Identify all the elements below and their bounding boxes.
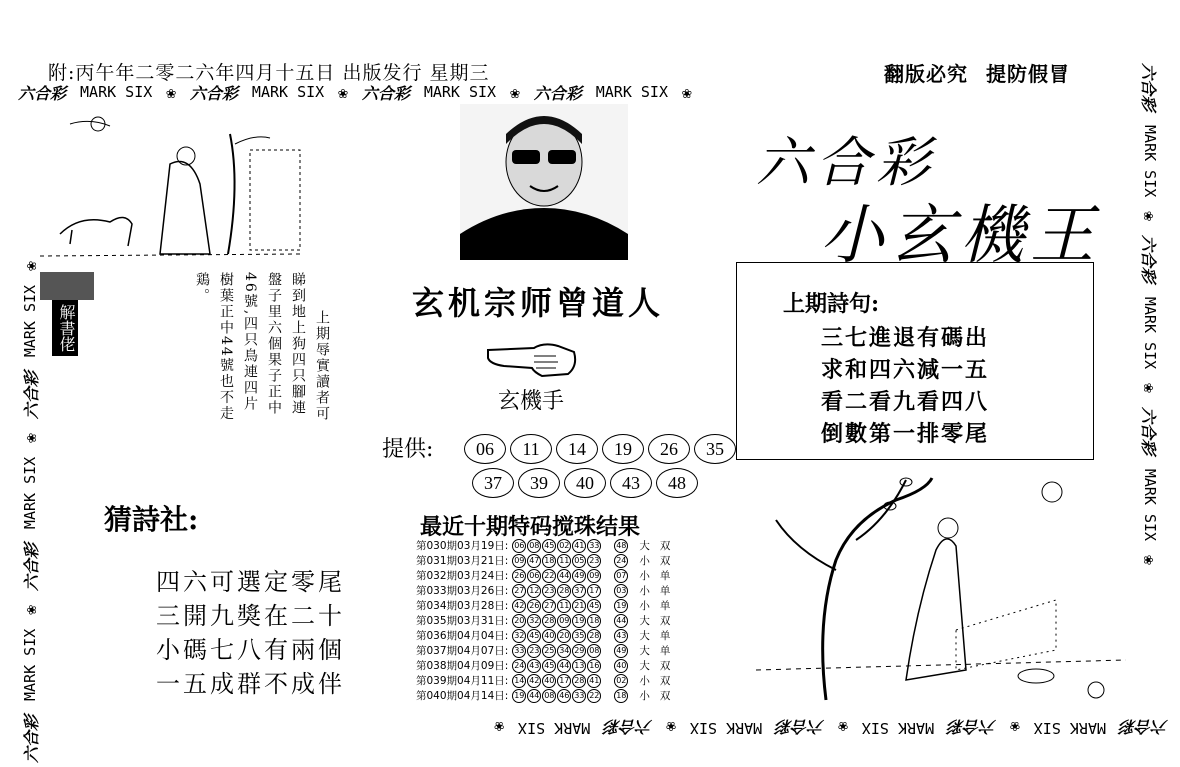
- provide-row-1: [464, 434, 736, 464]
- strip-logo: 六合彩: [948, 717, 997, 737]
- result-period: 第030期03月19日:: [416, 540, 509, 552]
- flower-icon: ❀: [1140, 555, 1160, 565]
- strip-text: MARK SIX: [21, 628, 39, 701]
- result-number: 20: [512, 614, 526, 628]
- bottom-border-strip: [18, 716, 1168, 740]
- jieshu-label: 解書佬: [52, 300, 78, 356]
- strip-text: MARK SIX: [1141, 125, 1159, 198]
- result-parity: 单: [659, 600, 671, 612]
- result-number: 21: [572, 599, 586, 613]
- result-number: 42: [512, 599, 526, 613]
- result-row: [414, 628, 672, 643]
- result-special: 48: [614, 539, 628, 553]
- result-special: 24: [614, 554, 628, 568]
- result-number: 16: [587, 659, 601, 673]
- result-number: 09: [557, 614, 571, 628]
- result-parity: 双: [659, 555, 671, 567]
- publish-date: 附:丙午年二零二六年四月十五日 出版发行 星期三: [48, 62, 490, 84]
- strip-text: MARK SIX: [861, 719, 935, 737]
- special-cell: [604, 538, 631, 553]
- result-number: 33: [512, 644, 526, 658]
- result-number: 42: [527, 674, 541, 688]
- jieshu-text: [150, 272, 330, 442]
- result-number: 26: [512, 569, 526, 583]
- guess-line-4: 一五成群不成伴: [156, 670, 345, 698]
- master-portrait: [460, 104, 628, 260]
- strip-text: MARK SIX: [251, 83, 325, 101]
- result-size: 小: [639, 690, 650, 702]
- special-cell: [604, 583, 631, 598]
- result-number: 27: [542, 599, 556, 613]
- result-parity: 双: [659, 660, 671, 672]
- result-parity: 单: [659, 630, 671, 642]
- flower-icon: ❀: [1010, 718, 1020, 738]
- jieshu-icon: [40, 272, 94, 300]
- result-period: 第034期03月28日:: [416, 600, 509, 612]
- number-ball: 39: [518, 468, 560, 498]
- result-number: 14: [512, 674, 526, 688]
- strip-text: MARK SIX: [21, 456, 39, 530]
- guess-line-3: 小碼七八有兩個: [156, 636, 345, 664]
- result-number: 35: [572, 629, 586, 643]
- provide-label: 提供:: [382, 437, 434, 462]
- pointing-hand-icon: [484, 336, 580, 382]
- result-number: 34: [557, 644, 571, 658]
- result-period: 第032期03月24日:: [416, 570, 509, 582]
- special-cell: [604, 628, 631, 643]
- scholar-dog-illustration: [40, 104, 310, 264]
- result-special: 07: [614, 569, 628, 583]
- result-number: 40: [542, 674, 556, 688]
- result-number: 33: [587, 539, 601, 553]
- strip-logo: 六合彩: [1139, 63, 1159, 112]
- result-row: [414, 583, 672, 598]
- right-border-strip: [1137, 63, 1163, 763]
- result-number: 18: [587, 614, 601, 628]
- jieshu-col-5: 樹葉正中44號也不走: [218, 272, 234, 422]
- number-ball: 11: [510, 434, 552, 464]
- result-special: 19: [614, 599, 628, 613]
- result-size: 大: [639, 630, 650, 642]
- result-row: [414, 553, 672, 568]
- result-number: 41: [587, 674, 601, 688]
- strip-logo: 六合彩: [21, 714, 41, 763]
- flower-icon: ❀: [838, 718, 848, 738]
- result-row: [414, 598, 672, 613]
- special-cell: [604, 598, 631, 613]
- result-special: 43: [614, 629, 628, 643]
- result-period: 第033期03月26日:: [416, 585, 509, 597]
- special-cell: [604, 673, 631, 688]
- strip-logo: 六合彩: [21, 543, 41, 592]
- result-number: 22: [542, 569, 556, 583]
- result-period: 第040期04月14日:: [416, 690, 509, 702]
- result-period: 第036期04月04日:: [416, 630, 509, 642]
- strip-text: MARK SIX: [80, 83, 153, 101]
- result-number: 11: [557, 554, 571, 568]
- poem-line-3: 看二看九看四八: [821, 389, 990, 415]
- flower-icon: ❀: [20, 433, 40, 443]
- result-number: 33: [572, 689, 586, 703]
- result-numbers: [510, 583, 604, 598]
- number-ball: 40: [564, 468, 606, 498]
- jieshu-col-2: 睇到地上狗四只腳連: [290, 272, 306, 416]
- jieshu-col-1: 上期辱實讀者可: [314, 310, 330, 422]
- special-cell: [604, 658, 631, 673]
- result-parity: 单: [659, 570, 671, 582]
- result-special: 02: [614, 674, 628, 688]
- result-numbers: [510, 613, 604, 628]
- flower-icon: ❀: [681, 82, 692, 102]
- result-number: 45: [527, 629, 541, 643]
- result-number: 44: [527, 689, 541, 703]
- strip-logo: 六合彩: [1139, 406, 1159, 455]
- result-number: 11: [557, 599, 571, 613]
- number-ball: 37: [472, 468, 514, 498]
- result-number: 46: [557, 689, 571, 703]
- result-size: 小: [639, 675, 650, 687]
- special-cell: [604, 688, 631, 703]
- result-number: 08: [527, 539, 541, 553]
- guess-line-2: 三開九獎在二十: [156, 602, 345, 630]
- result-number: 17: [557, 674, 571, 688]
- result-number: 23: [542, 584, 556, 598]
- special-cell: [604, 553, 631, 568]
- strip-text: MARK SIX: [518, 719, 591, 737]
- strip-text: MARK SIX: [1033, 719, 1106, 737]
- result-size: 小: [639, 570, 650, 582]
- result-number: 41: [572, 539, 586, 553]
- jieshu-col-6: 鶏。: [194, 272, 210, 304]
- result-number: 08: [542, 689, 556, 703]
- result-numbers: [510, 538, 604, 553]
- results-table: [414, 538, 672, 703]
- result-number: 20: [557, 629, 571, 643]
- result-number: 45: [542, 659, 556, 673]
- result-number: 19: [512, 689, 526, 703]
- result-number: 19: [572, 614, 586, 628]
- result-row: [414, 643, 672, 658]
- poem-line-4: 倒數第一排零尾: [821, 421, 990, 447]
- result-number: 47: [527, 554, 541, 568]
- number-ball: 06: [464, 434, 506, 464]
- strip-text: MARK SIX: [1141, 296, 1159, 370]
- result-number: 24: [512, 659, 526, 673]
- result-numbers: [510, 673, 604, 688]
- result-number: 45: [542, 539, 556, 553]
- result-number: 45: [587, 599, 601, 613]
- result-parity: 双: [659, 690, 671, 702]
- result-row: [414, 673, 672, 688]
- result-number: 29: [572, 644, 586, 658]
- result-number: 32: [527, 614, 541, 628]
- result-number: 17: [587, 584, 601, 598]
- special-cell: [604, 568, 631, 583]
- result-row: [414, 613, 672, 628]
- guess-line-1: 四六可選定零尾: [156, 568, 345, 596]
- result-special: 40: [614, 659, 628, 673]
- flower-icon: ❀: [494, 718, 505, 738]
- result-number: 49: [572, 569, 586, 583]
- result-number: 06: [527, 569, 541, 583]
- result-number: 23: [587, 554, 601, 568]
- result-number: 23: [527, 644, 541, 658]
- strip-logo: 六合彩: [189, 83, 238, 103]
- result-number: 25: [542, 644, 556, 658]
- top-border-strip: [18, 80, 1128, 104]
- result-parity: 单: [659, 645, 671, 657]
- strip-logo: 六合彩: [21, 371, 41, 420]
- master-name: 玄机宗师曾道人: [412, 284, 665, 322]
- strip-logo: 六合彩: [776, 717, 825, 737]
- result-parity: 单: [659, 585, 671, 597]
- flower-icon: ❀: [1140, 211, 1160, 221]
- result-number: 44: [557, 569, 571, 583]
- result-number: 05: [572, 554, 586, 568]
- number-ball: 48: [656, 468, 698, 498]
- poem-line-1: 三七進退有碼出: [821, 325, 990, 351]
- special-cell: [604, 643, 631, 658]
- result-row: [414, 538, 672, 553]
- result-number: 12: [527, 584, 541, 598]
- result-special: 44: [614, 614, 628, 628]
- result-parity: 双: [659, 615, 671, 627]
- result-number: 44: [557, 659, 571, 673]
- result-number: 28: [557, 584, 571, 598]
- flower-icon: ❀: [1140, 383, 1160, 393]
- result-number: 43: [527, 659, 541, 673]
- result-numbers: [510, 643, 604, 658]
- strip-logo: 六合彩: [361, 83, 410, 103]
- result-number: 26: [527, 599, 541, 613]
- strip-logo: 六合彩: [1139, 234, 1159, 283]
- result-special: 03: [614, 584, 628, 598]
- flower-icon: ❀: [166, 82, 176, 102]
- result-number: 28: [572, 674, 586, 688]
- result-numbers: [510, 598, 604, 613]
- result-special: 18: [614, 689, 628, 703]
- strip-text: MARK SIX: [595, 83, 668, 101]
- result-size: 大: [639, 660, 650, 672]
- title-line-1: 六合彩: [756, 131, 936, 194]
- result-number: 02: [557, 539, 571, 553]
- result-size: 小: [639, 600, 650, 612]
- result-number: 18: [542, 554, 556, 568]
- result-number: 32: [512, 629, 526, 643]
- result-numbers: [510, 688, 604, 703]
- result-numbers: [510, 568, 604, 583]
- result-number: 09: [587, 569, 601, 583]
- flower-icon: ❀: [338, 82, 348, 102]
- result-period: 第039期04月11日:: [416, 675, 509, 687]
- number-ball: 26: [648, 434, 690, 464]
- result-number: 09: [512, 554, 526, 568]
- title-line-2: 小玄機王: [820, 199, 1100, 273]
- anti-fake-text: 提防假冒: [986, 62, 1070, 86]
- jieshu-col-4: 46號,四只鳥連四片: [242, 272, 258, 413]
- strip-logo: 六合彩: [18, 83, 67, 103]
- result-numbers: [510, 658, 604, 673]
- result-number: 28: [542, 614, 556, 628]
- result-row: [414, 688, 672, 703]
- recent-results-title: 最近十期特码搅珠结果: [420, 514, 641, 540]
- hand-label: 玄機手: [498, 389, 565, 414]
- result-number: 37: [572, 584, 586, 598]
- strip-text: MARK SIX: [423, 83, 497, 101]
- result-numbers: [510, 628, 604, 643]
- strip-logo: 六合彩: [533, 83, 582, 103]
- result-period: 第031期03月21日:: [416, 555, 509, 567]
- flower-icon: ❀: [20, 261, 40, 271]
- result-number: 22: [587, 689, 601, 703]
- number-ball: 14: [556, 434, 598, 464]
- result-period: 第035期03月31日:: [416, 615, 509, 627]
- result-size: 小: [639, 585, 650, 597]
- result-row: [414, 658, 672, 673]
- result-size: 大: [639, 615, 650, 627]
- flower-icon: ❀: [20, 605, 40, 615]
- result-number: 08: [587, 644, 601, 658]
- special-cell: [604, 613, 631, 628]
- result-number: 06: [512, 539, 526, 553]
- last-poem-box: [736, 262, 1094, 460]
- result-number: 13: [572, 659, 586, 673]
- result-numbers: [510, 553, 604, 568]
- strip-text: MARK SIX: [689, 719, 763, 737]
- result-number: 28: [587, 629, 601, 643]
- copyright-text: 翻版必究: [884, 62, 968, 86]
- result-parity: 双: [659, 675, 671, 687]
- strip-text: MARK SIX: [1141, 468, 1159, 542]
- lady-tree-illustration: [756, 470, 1136, 710]
- flower-icon: ❀: [666, 718, 676, 738]
- number-ball: 35: [694, 434, 736, 464]
- result-parity: 双: [659, 540, 671, 552]
- flower-icon: ❀: [510, 82, 520, 102]
- result-size: 大: [639, 645, 650, 657]
- result-row: [414, 568, 672, 583]
- result-size: 大: [639, 540, 650, 552]
- number-ball: 19: [602, 434, 644, 464]
- poem-line-2: 求和四六減一五: [821, 357, 990, 383]
- jieshu-col-3: 盤子里六個果子正中: [266, 272, 282, 416]
- result-period: 第037期04月07日:: [416, 645, 509, 657]
- result-number: 40: [542, 629, 556, 643]
- provide-row-2: [472, 468, 698, 498]
- strip-logo: 六合彩: [1119, 717, 1168, 737]
- guess-heading: 猜詩社:: [104, 503, 199, 536]
- result-period: 第038期04月09日:: [416, 660, 509, 672]
- strip-text: MARK SIX: [21, 284, 39, 358]
- result-number: 27: [512, 584, 526, 598]
- poem-heading: 上期詩句:: [783, 291, 880, 317]
- result-size: 小: [639, 555, 650, 567]
- result-special: 49: [614, 644, 628, 658]
- strip-logo: 六合彩: [604, 717, 653, 737]
- number-ball: 43: [610, 468, 652, 498]
